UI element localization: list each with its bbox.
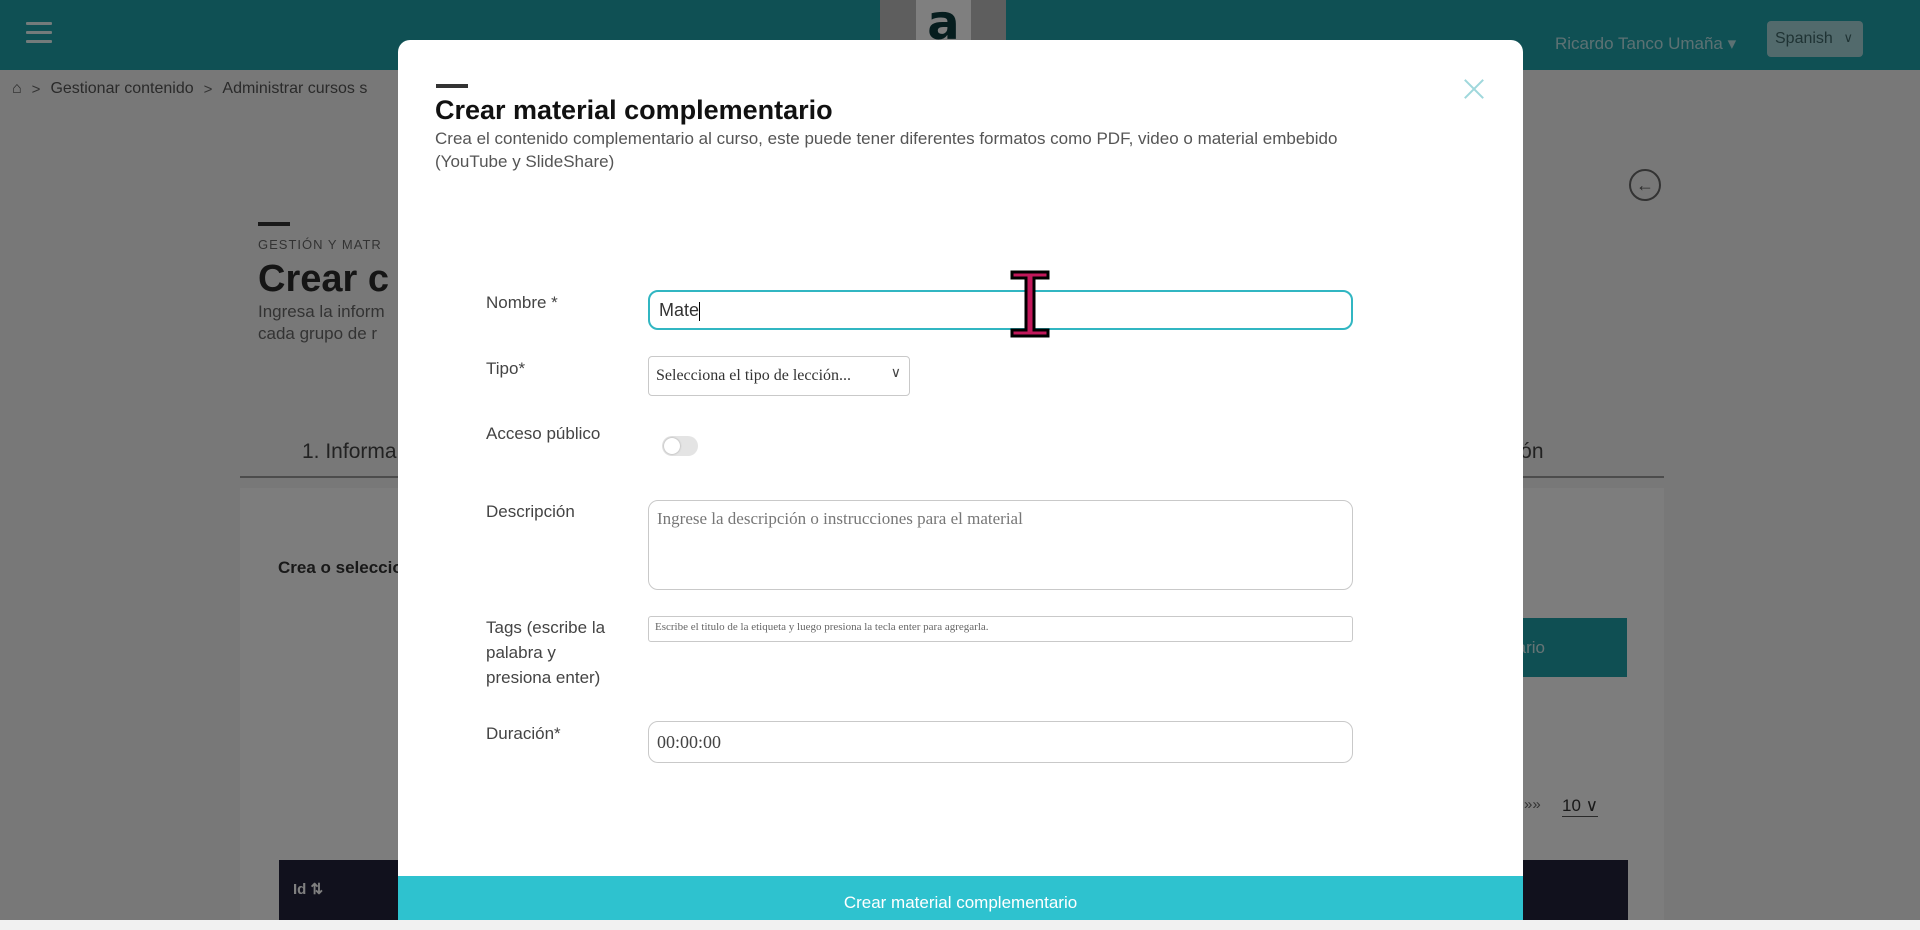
public-access-toggle[interactable] [662, 436, 698, 456]
modal-title: Crear material complementario [435, 95, 833, 125]
name-input[interactable] [648, 290, 1353, 330]
title-dash [436, 84, 468, 88]
tags-label-2: palabra y [486, 643, 556, 662]
name-label: Nombre * [486, 293, 558, 312]
modal-description-2: (YouTube y SlideShare) [435, 152, 615, 171]
tags-label-3: presiona enter) [486, 668, 601, 687]
duration-label: Duración* [486, 724, 561, 743]
lesson-type-select[interactable] [648, 356, 910, 396]
tags-input[interactable] [648, 616, 1353, 642]
close-icon[interactable] [1461, 76, 1487, 102]
text-cursor-icon [1008, 268, 1052, 340]
create-material-modal [398, 40, 1523, 920]
chevron-down-icon: ∨ [890, 366, 901, 381]
public-access-label: Acceso público [486, 424, 601, 443]
type-label: Tipo* [486, 359, 526, 378]
tags-placeholder: Escribe el titulo de la etiqueta y luego presiona la tecla enter para agregarla. [655, 621, 989, 633]
text-caret [699, 302, 700, 321]
description-textarea[interactable] [648, 500, 1353, 590]
description-placeholder: Ingrese la descripción o instrucciones para el material [657, 509, 1023, 528]
name-value: Mate [659, 300, 700, 320]
toggle-knob [664, 438, 680, 454]
duration-value: 00:00:00 [657, 732, 722, 752]
description-label: Descripción [486, 502, 575, 521]
duration-input[interactable] [648, 721, 1353, 763]
modal-description: Crea el contenido complementario al curso, este puede tener diferentes formatos como PDF, video o material embebido [435, 129, 1338, 148]
create-material-submit-button[interactable]: Crear material complementario [398, 876, 1523, 920]
tags-label: Tags (escribe la [486, 618, 606, 637]
type-select-value: Selecciona el tipo de lección... [656, 367, 852, 384]
